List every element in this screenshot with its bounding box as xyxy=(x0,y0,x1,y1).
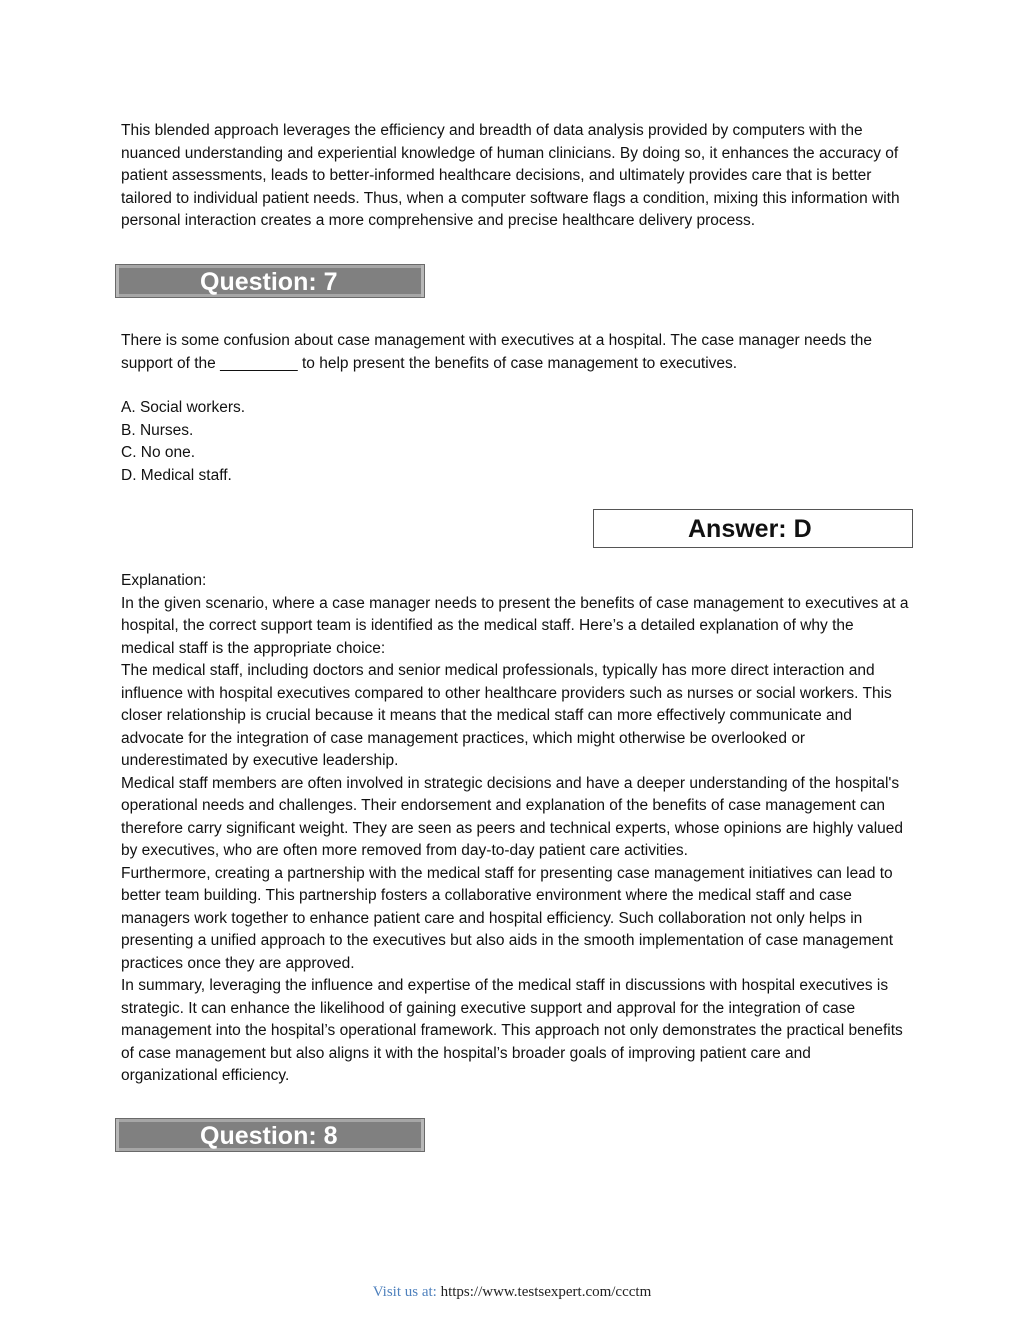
explanation-paragraph-2: The medical staff, including doctors and senior medical professionals, typically has more direct interaction and influence with hospital executives compared to other healthcare providers such as nurses or social workers. This closer relationship is crucial because it means that the medical staff can more effectively communicate and advocate for the integration of case management practices, which might otherwise be overlooked or underestimated by executive leadership. xyxy=(121,662,892,769)
option-c: C. No one. xyxy=(121,444,196,461)
question-7-banner xyxy=(115,264,425,298)
explanation-label: Explanation: xyxy=(121,572,207,589)
question-8-title: Question: 8 xyxy=(200,1122,338,1150)
explanation-paragraph-1: In the given scenario, where a case manager needs to present the benefits of case management to executives at a hospital, the correct support team is identified as the medical staff. Here’s a detailed explanation of why the medical staff is the appropriate choice: xyxy=(121,594,909,657)
question-7-text: There is some confusion about case management with executives at a hospital. The case manager needs the support of the _________ to help present the benefits of case management to executives. xyxy=(121,332,873,372)
explanation-paragraph-5: In summary, leveraging the influence and expertise of the medical staff in discussions with hospital executives is strategic. It can enhance the likelihood of gaining executive support and approval for the integration of case management into the hospital’s operational framework. This approach not only demonstrates the practical benefits of case management but also aligns it with the hospital’s broader goals of improving patient care and organizational efficiency. xyxy=(121,977,903,1084)
explanation-paragraph-3: Medical staff members are often involved in strategic decisions and have a deeper understanding of the hospital's operational needs and challenges. Their endorsement and explanation of the benefits of case management can therefore carry significant weight. They are seen as peers and technical experts, whose opinions are highly valued by executives, who are often more removed from day-to-day patient care activities. xyxy=(121,774,904,859)
intro-paragraph: This blended approach leverages the efficiency and breadth of data analysis provided by computers with the nuanced understanding and experiential knowledge of human clinicians. By doing so, it enhances the accuracy of patient assessments, leads to better-informed healthcare decisions, and ultimately provides care that is better tailored to individual patient needs. Thus, when a computer software flags a condition, mixing this information with personal interaction creates a more comprehensive and precise healthcare delivery process. xyxy=(121,122,900,229)
explanation-paragraph-4: Furthermore, creating a partnership with the medical staff for presenting case management initiatives can lead to better team building. This partnership fosters a collaborative environment where the medical staff and case managers work together to enhance patient care and hospital efficiency. Such collaboration not only helps in presenting a unified approach to the executives but also aids in the smooth implementation of case management practices once they are approved. xyxy=(121,864,894,972)
option-b: B. Nurses. xyxy=(121,421,194,439)
question-8-banner xyxy=(115,1118,425,1152)
footer-lead: Visit us at: xyxy=(372,1284,437,1300)
question-7-title: Question: 7 xyxy=(200,268,338,296)
option-a: A. Social workers. xyxy=(121,399,246,416)
footer-url-link[interactable]: https://www.testsexpert.com/ccctm xyxy=(440,1284,652,1300)
option-d: D. Medical staff. xyxy=(121,466,232,484)
answer-box xyxy=(593,509,913,548)
page-footer xyxy=(0,1284,1024,1301)
explanation-section xyxy=(121,570,911,1088)
answer-text: Answer: D xyxy=(688,515,812,543)
question-7-options xyxy=(121,397,245,487)
